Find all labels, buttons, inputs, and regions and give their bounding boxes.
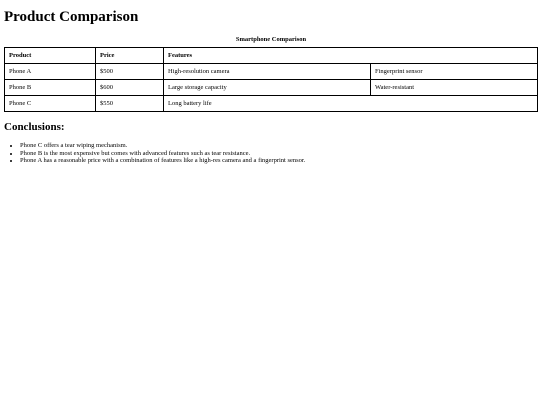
list-item: • Phone A has a reasonable price with a combination of features like a high-res camera and a fingerprint sensor.: [20, 157, 536, 165]
page-title: Product Comparison: [4, 9, 139, 25]
table-row: [5, 80, 538, 96]
conclusions-heading: Conclusions:: [4, 121, 65, 133]
cell-feature: Long battery life: [164, 96, 538, 112]
list-item: • Phone B is the most expensive but comes with advanced features such as tear resistance.: [20, 150, 536, 158]
cell-price: $600: [96, 80, 164, 96]
cell-product: Phone C: [5, 96, 96, 112]
cell-price: $550: [96, 96, 164, 112]
header-price: Price: [96, 48, 164, 64]
cell-product: Phone A: [5, 64, 96, 80]
list-item: • Phone C offers a tear wiping mechanism.: [20, 142, 536, 150]
comparison-table: [4, 34, 538, 112]
cell-feature: Fingerprint sensor: [371, 64, 538, 80]
header-product: Product: [5, 48, 96, 64]
conclusions-list: [4, 142, 536, 165]
table-caption: Smartphone Comparison: [235, 36, 307, 43]
cell-product: Phone B: [5, 80, 96, 96]
table-row: [5, 96, 538, 112]
header-features: Features: [164, 48, 538, 64]
page: [0, 9, 540, 165]
table-header-row: [5, 48, 538, 64]
cell-feature: High-resolution camera: [164, 64, 371, 80]
table-row: [5, 64, 538, 80]
cell-feature: Large storage capacity: [164, 80, 371, 96]
cell-feature: Water-resistant: [371, 80, 538, 96]
cell-price: $500: [96, 64, 164, 80]
